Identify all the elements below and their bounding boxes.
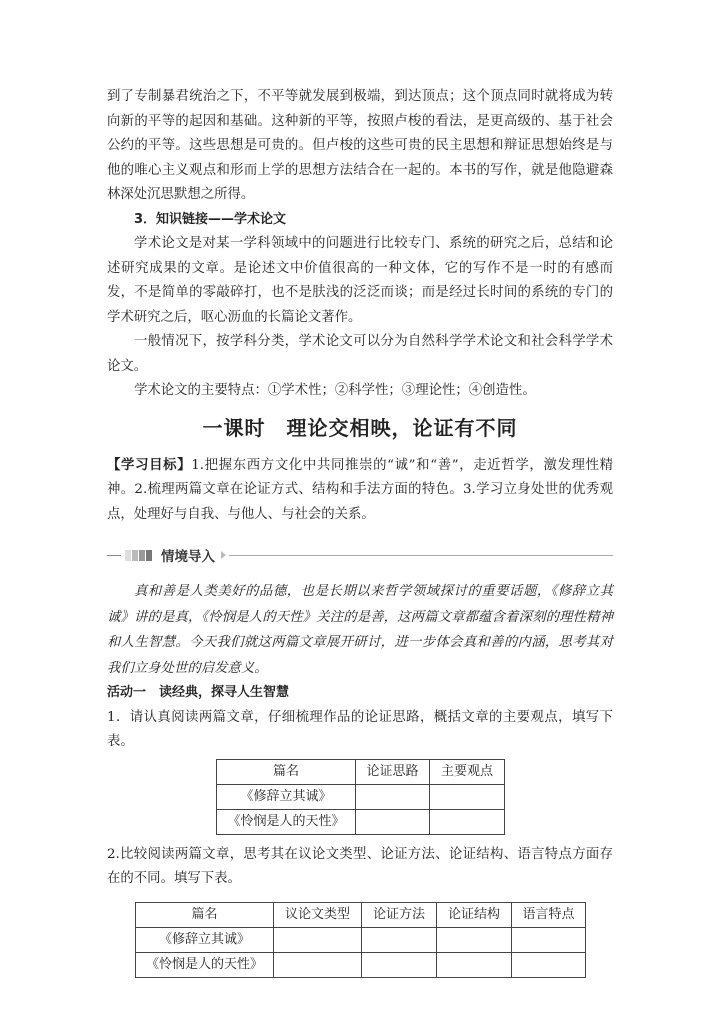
arrow-icon (221, 551, 226, 559)
table-cell-blank[interactable] (362, 927, 437, 952)
table-cell-blank[interactable] (362, 952, 437, 977)
table-cell-blank[interactable] (274, 927, 362, 952)
table-cell-blank[interactable] (356, 784, 430, 809)
table-header-cell: 主要观点 (430, 759, 505, 784)
table-cell-blank[interactable] (356, 809, 430, 834)
table-2 (135, 902, 586, 978)
table-row (217, 809, 505, 834)
table-cell-blank[interactable] (512, 927, 586, 952)
divider (107, 555, 121, 556)
table-header-cell: 语言特点 (512, 902, 586, 927)
intro-continued-paragraph: 到了专制暴君统治之下，不平等就发展到极端，到达顶点；这个顶点同时就将成为转向新的平等的起因和基础。这种新的平等，按照卢梭的看法，是更高级的、基于社会公约的平等。这些思想是可贵的。但卢梭的这些可贵的民主思想和辩证思想始终是与他的唯心主义观点和形而上学的思想方法结合在一起的。本书的写作，就是他隐避森林深处沉思默想之所得。 (107, 89, 613, 202)
knowledge-link-paragraph: 学术论文的主要特点：①学术性；②科学性；③理论性；④创造性。 (134, 383, 536, 398)
table-cell-blank[interactable] (512, 952, 586, 977)
decor-block-icon (146, 550, 152, 561)
table-header-cell: 论证思路 (356, 759, 430, 784)
table-header-cell: 论证结构 (437, 902, 512, 927)
learning-goals (107, 454, 613, 528)
table-cell: 《修辞立其诚》 (136, 927, 274, 952)
lesson-title: 一课时 理论交相映，论证有不同 (202, 415, 518, 440)
situation-paragraph: 真和善是人类美好的品德，也是长期以来哲学领域探讨的重要话题，《修辞立其诚》讲的是真，《怜悯是人的天性》关注的是善，这两篇文章都蕴含着深刻的理性精神和人生智慧。今天我们就这两篇文章展开研讨，进一步体会真和善的内涵，思考其对我们立身处世的启发意义。 (107, 584, 613, 676)
table-cell: 《怜悯是人的天性》 (217, 809, 356, 834)
decor-block-icon (125, 550, 131, 561)
activity-heading: 活动一 读经典，探寻人生智慧 (107, 685, 290, 700)
learning-goals-text: 1.把握东西方文化中共同推崇的“诚”和“善”，走近哲学，激发理性精神。2.梳理两篇文章在论证方式、结构和手法方面的特色。3.学习立身处世的优秀观点，处理好与自我、与他人、与社会的关系。 (107, 457, 613, 522)
table-cell: 《怜悯是人的天性》 (136, 952, 274, 977)
table-cell-blank[interactable] (430, 784, 505, 809)
table-cell-blank[interactable] (437, 952, 512, 977)
table-header-cell: 篇名 (217, 759, 356, 784)
decor-block-icon (132, 550, 138, 561)
divider (229, 555, 613, 556)
section-header (107, 545, 613, 565)
section-label: 情境导入 (161, 549, 215, 565)
document-page (107, 0, 613, 1018)
table-cell-blank[interactable] (430, 809, 505, 834)
table-cell: 《修辞立其诚》 (217, 784, 356, 809)
table-header-cell: 篇名 (136, 902, 274, 927)
decor-block-icon (139, 550, 145, 561)
table-header-cell: 论证方法 (362, 902, 437, 927)
table-cell-blank[interactable] (437, 927, 512, 952)
table-cell-blank[interactable] (274, 952, 362, 977)
knowledge-link-heading: 3．知识链接——学术论文 (134, 211, 287, 227)
knowledge-link-paragraph: 一般情况下，按学科分类，学术论文可以分为自然科学学术论文和社会科学学术论文。 (107, 334, 613, 374)
question-1: 1．请认真阅读两篇文章，仔细梳理作品的论证思路，概括文章的主要观点，填写下表。 (107, 709, 613, 749)
learning-goals-label: 【学习目标】 (107, 457, 192, 473)
table-row (217, 784, 505, 809)
table-header-row (136, 902, 586, 927)
question-2: 2.比较阅读两篇文章，思考其在议论文类型、论证方法、论证结构、语言特点方面存在的不同。填写下表。 (107, 846, 613, 886)
table-1 (216, 759, 505, 835)
knowledge-link-paragraph: 学术论文是对某一学科领域中的问题进行比较专门、系统的研究之后，总结和论述研究成果的文章。是论述文中价值很高的一种文体，它的写作不是一时的有感而发，不是简单的零敲碎打，也不是肤浅的泛泛而谈；而是经过长时间的系统的专门的学术研究之后，呕心沥血的长篇论文著作。 (107, 236, 613, 325)
table-row (136, 952, 586, 977)
table-header-cell: 议论文类型 (274, 902, 362, 927)
table-row (136, 927, 586, 952)
table-header-row (217, 759, 505, 784)
